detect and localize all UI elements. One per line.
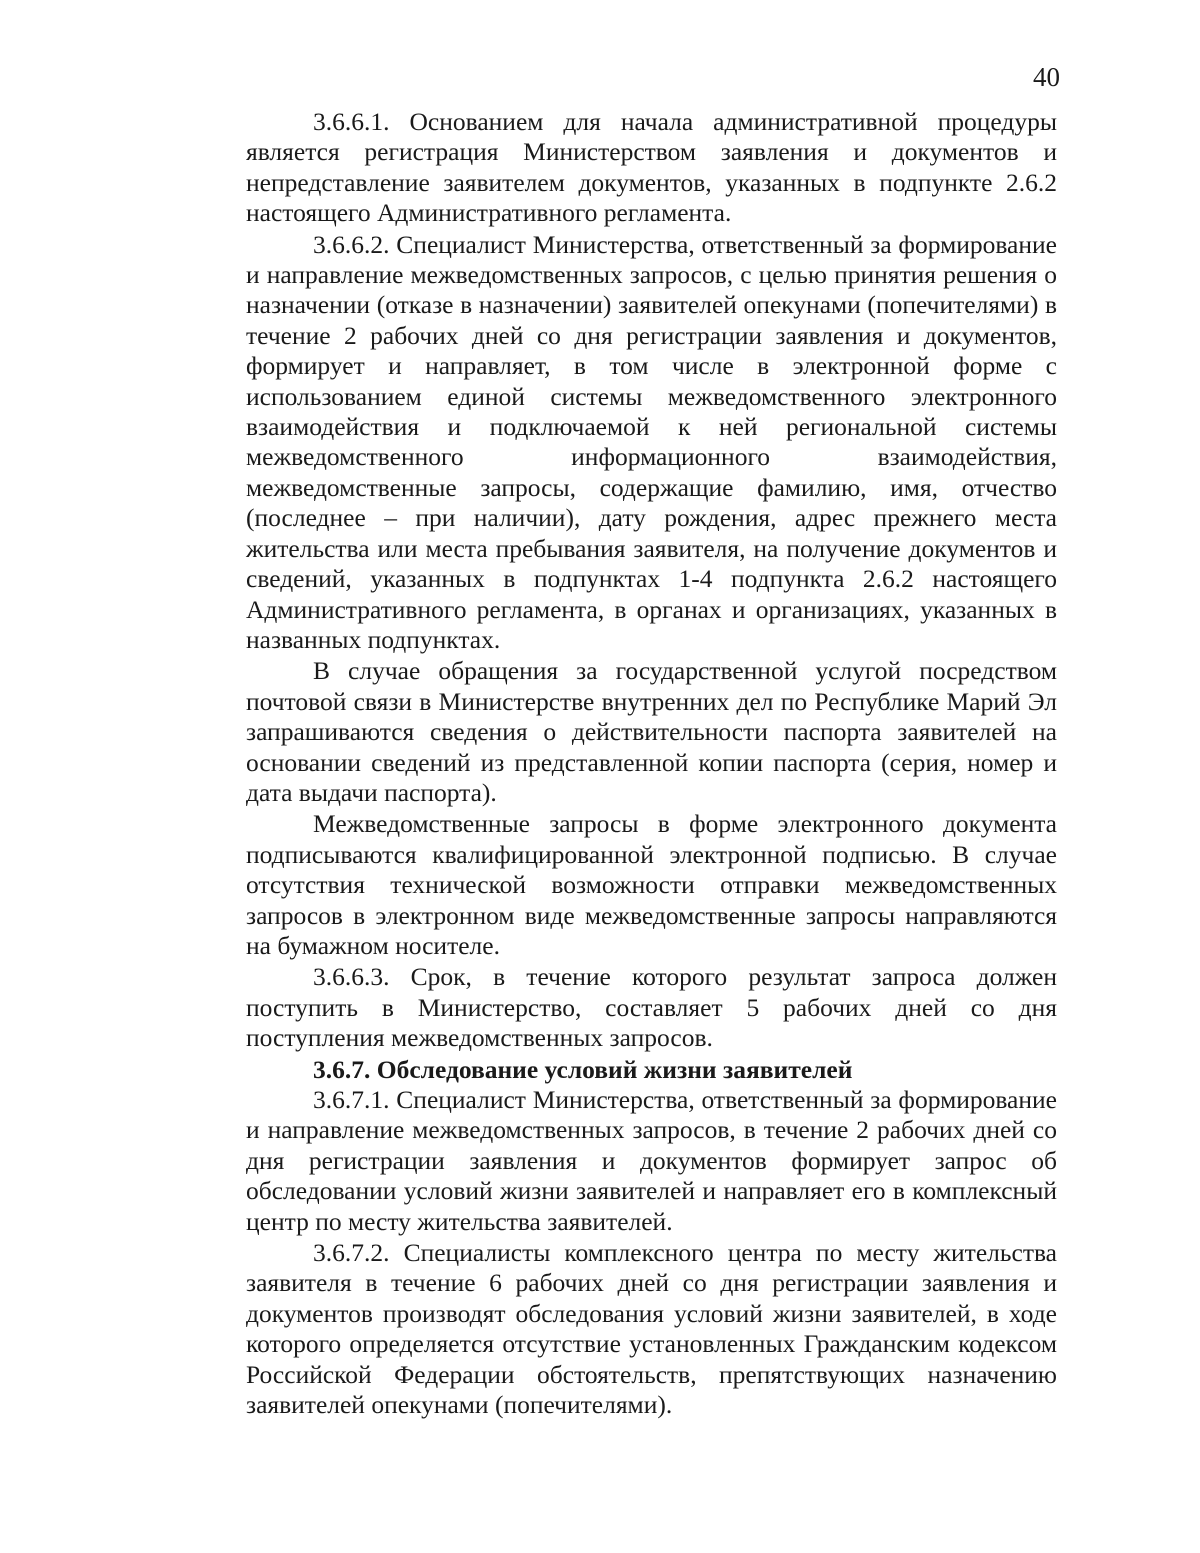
paragraph-3-6-7-2: 3.6.7.2. Специалисты комплексного центра по месту жительства заявителя в течение 6 рабочих дней со дня регистрации заявления и документов производят обследования условий жизни заявителей, в ходе которого определяется отсутствие установленных Гражданским кодексом Российской Федерации обстоятельств, препятствующих назначению заявителей опекунами (попечителями).	[246, 1238, 1057, 1420]
paragraph-3-6-7-1: 3.6.7.1. Специалист Министерства, ответственный за формирование и направление межведомственных запросов, в течение 2 рабочих дней со дня регистрации заявления и документов формирует запрос об обследовании условий жизни заявителей и направляет его в комплексный центр по месту жительства заявителей.	[246, 1085, 1057, 1236]
paragraph-electronic-signature: Межведомственные запросы в форме электронного документа подписываются квалифицированной электронной подписью. В случае отсутствия технической возможности отправки межведомственных запросов в электронном виде межведомственные запросы направляются на бумажном носителе.	[246, 809, 1057, 960]
paragraph-3-6-6-1: 3.6.6.1. Основанием для начала административной процедуры является регистрация Министерством заявления и документов и непредставление заявителем документов, указанных в подпункте 2.6.2 настоящего Административного регламента.	[246, 107, 1057, 228]
paragraph-3-6-6-2: 3.6.6.2. Специалист Министерства, ответственный за формирование и направление межведомственных запросов, с целью принятия решения о назначении (отказе в назначении) заявителей опекунами (попечителями) в течение 2 рабочих дней со дня регистрации заявления и документов, формирует и направляет, в том числе в электронной форме с использованием единой системы межведомственного электронного взаимодействия и подключаемой к ней региональной системы межведомственного информационного взаимодействия, межведомственные запросы, содержащие фамилию, имя, отчество (последнее – при наличии), дату рождения, адрес прежнего места жительства или места пребывания заявителя, на получение документов и сведений, указанных в подпунктах 1-4 подпункта 2.6.2 настоящего Административного регламента, в органах и организациях, указанных в названных подпунктах.	[246, 229, 1057, 654]
paragraph-3-6-6-3: 3.6.6.3. Срок, в течение которого результат запроса должен поступить в Министерство, составляет 5 рабочих дней со дня поступления межведомственных запросов.	[246, 962, 1057, 1053]
page-number: 40	[1033, 62, 1060, 92]
paragraph-postal-request: В случае обращения за государственной услугой посредством почтовой связи в Министерстве внутренних дел по Республике Марий Эл запрашиваются сведения о действительности паспорта заявителей на основании сведений из представленной копии паспорта (серия, номер и дата выдачи паспорта).	[246, 656, 1057, 807]
document-body	[246, 107, 1057, 1421]
section-heading-3-6-7: 3.6.7. Обследование условий жизни заявителей	[313, 1054, 853, 1084]
